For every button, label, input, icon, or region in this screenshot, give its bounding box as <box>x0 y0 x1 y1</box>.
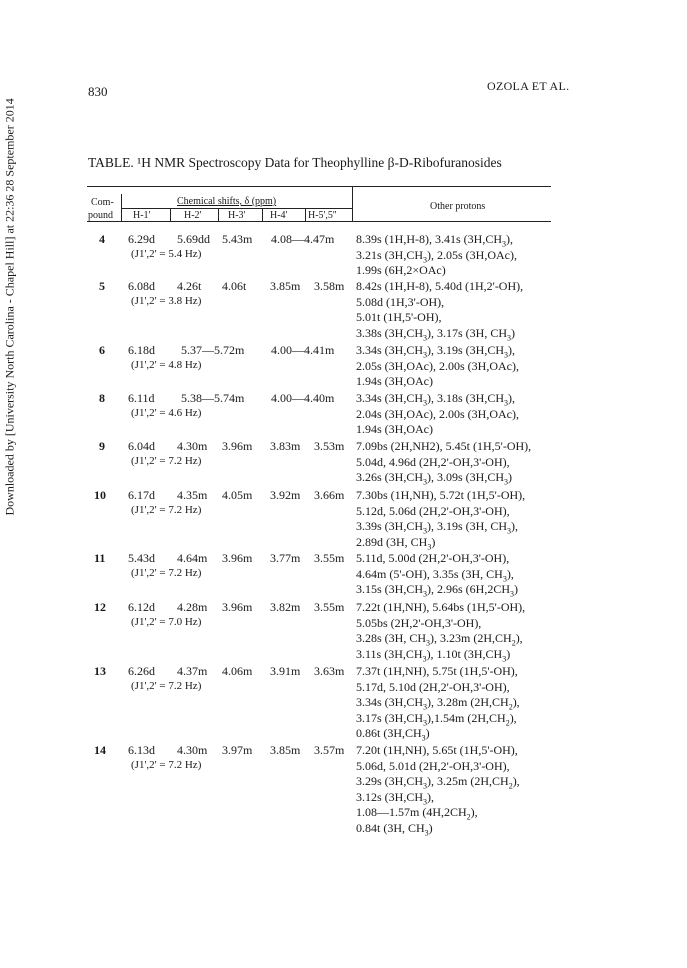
shifts-underline <box>121 208 352 209</box>
other-protons-line: 3.38s $(3H,CH_3)$, 3.17s (3H, $CH_3$) <box>356 325 516 342</box>
other-protons-line: 3.34s $(3H,CH_3)$, 3.18s $(3H,CH_3)$, <box>356 391 516 408</box>
h2-shift: 4.35m <box>177 488 208 502</box>
other-protons-line: 5.11d, 5.00d (2H,2'-OH,3'-OH), <box>356 551 510 565</box>
other-protons-line: 1.94s (3H,OAc) <box>356 374 433 388</box>
h3-shift: 4.05m <box>222 488 253 502</box>
h3-shift: 4.06t <box>222 279 247 293</box>
h1-shift: 6.17d <box>128 488 155 502</box>
h4-h5-shift-range: 4.00—4.40m <box>271 391 335 405</box>
coupling-constant: (J1',2' = 7.2 Hz) <box>131 680 202 692</box>
h5-shift: 3.57m <box>314 743 345 757</box>
h2-shift: 4.26t <box>177 279 202 293</box>
other-protons-line: 3.34s $(3H,CH_3)$, 3.28m $(2H,CH_2)$, <box>356 695 520 712</box>
coupling-constant: (J1',2' = 5.4 Hz) <box>131 248 202 260</box>
other-protons-line: 8.39s (1H,H-8), 3.41s $(3H,CH_3)$, <box>356 232 513 249</box>
h2-shift: 4.30m <box>177 743 208 757</box>
h3-shift: 4.06m <box>222 664 253 678</box>
compound-number: 4 <box>99 232 105 246</box>
compound-number: 6 <box>99 343 105 357</box>
header-chemical-shifts: Chemical shifts, δ (ppm) <box>177 196 277 207</box>
other-protons-line: 5.08d (1H,3'-OH), <box>356 294 445 309</box>
table-title: TABLE. ¹H NMR Spectroscopy Data for Theophylline β-D-Ribofuranosides <box>88 155 502 170</box>
other-protons-line: 5.05bs (2H,2'-OH,3'-OH), <box>356 615 482 630</box>
h2-shift: 4.28m <box>177 600 208 614</box>
other-protons-line: 3.26s $(3H,CH_3)$, 3.09s $(3H,CH_3)$ <box>356 470 513 487</box>
col-divider-h3 <box>218 208 219 222</box>
header-compound-top: Com- <box>91 197 114 208</box>
col-divider-other <box>352 186 353 222</box>
other-protons-line: 0.84t (3H, $CH_3$) <box>356 820 433 837</box>
coupling-constant: (J1',2' = 7.2 Hz) <box>131 504 202 516</box>
header-h2: H-2' <box>184 210 202 221</box>
header-bottom-rule <box>87 221 551 222</box>
other-protons-line: 1.08—1.57m $(4H,2CH_2)$, <box>356 805 478 822</box>
other-protons-line: 3.28s (3H, $CH_3$), 3.23m $(2H,CH_2)$, <box>356 631 523 648</box>
coupling-constant: (J1',2' = 7.2 Hz) <box>131 567 202 579</box>
h1-shift: 6.11d <box>128 391 155 405</box>
h3-shift: 3.96m <box>222 439 253 453</box>
compound-number: 8 <box>99 391 105 405</box>
header-h3: H-3' <box>228 210 246 221</box>
other-protons-line: 5.01t (1H,5'-OH), <box>356 310 442 324</box>
compound-number: 14 <box>94 743 106 757</box>
download-side-note: Downloaded by [University North Carolina - Chapel Hill] at 22:36 28 September 2014 <box>2 98 17 516</box>
h1-shift: 6.12d <box>128 600 155 614</box>
col-divider-h4 <box>262 208 263 222</box>
other-protons-line: 2.89d (3H, $CH_3$) <box>356 534 436 551</box>
h4-shift: 3.91m <box>270 664 301 678</box>
coupling-constant: (J1',2' = 3.8 Hz) <box>131 295 202 307</box>
h4-shift: 3.85m <box>270 279 301 293</box>
other-protons-line: 7.09bs (2H,NH2), 5.45t (1H,5'-OH), <box>356 439 532 453</box>
h2-h3-shift-range: 5.37—5.72m <box>181 343 245 357</box>
other-protons-line: 1.99s (6H,2×OAc) <box>356 263 446 277</box>
h4-shift: 3.83m <box>270 439 301 453</box>
other-protons-line: 3.12s $(3H,CH_3)$, <box>356 789 435 806</box>
h1-shift: 6.18d <box>128 343 155 357</box>
h3-shift: 3.97m <box>222 743 253 757</box>
h4-shift: 3.85m <box>270 743 301 757</box>
other-protons-line: 7.22t (1H,NH), 5.64bs (1H,5'-OH), <box>356 600 526 614</box>
other-protons-line: 2.04s (3H,OAc), 2.00s (3H,OAc), <box>356 406 519 421</box>
other-protons-line: 3.34s $(3H,CH_3)$, 3.19s $(3H,CH_3)$, <box>356 343 516 360</box>
h1-shift: 6.08d <box>128 279 155 293</box>
h1-shift: 6.29d <box>128 232 155 246</box>
other-protons-line: 3.15s $(3H,CH_3)$, 2.96s $(6H,2CH_3)$ <box>356 582 519 599</box>
h4-shift: 3.92m <box>270 488 301 502</box>
other-protons-line: 5.12d, 5.06d (2H,2'-OH,3'-OH), <box>356 503 510 518</box>
other-protons-line: 7.37t (1H,NH), 5.75t (1H,5'-OH), <box>356 664 518 678</box>
h1-shift: 6.13d <box>128 743 155 757</box>
col-divider-h2 <box>170 208 171 222</box>
h1-shift: 5.43d <box>128 551 155 565</box>
header-h1: H-1' <box>133 210 151 221</box>
h1-shift: 6.04d <box>128 439 155 453</box>
h5-shift: 3.55m <box>314 551 345 565</box>
page-number: 830 <box>88 84 108 99</box>
h4-h5-shift-range: 4.08—4.47m <box>271 232 335 246</box>
other-protons-line: 3.11s $(3H,CH_3)$, 1.10t $(3H,CH_3)$ <box>356 646 511 663</box>
h5-shift: 3.66m <box>314 488 345 502</box>
compound-number: 11 <box>94 551 106 565</box>
coupling-constant: (J1',2' = 7.2 Hz) <box>131 455 202 467</box>
h2-shift: 5.69dd <box>177 232 210 246</box>
h5-shift: 3.55m <box>314 600 345 614</box>
other-protons-line: 3.39s $(3H,CH_3)$, 3.19s (3H, $CH_3$), <box>356 519 519 536</box>
compound-number: 12 <box>94 600 106 614</box>
other-protons-line: 5.06d, 5.01d (2H,2'-OH,3'-OH), <box>356 758 510 773</box>
h4-h5-shift-range: 4.00—4.41m <box>271 343 335 357</box>
h3-shift: 5.43m <box>222 232 253 246</box>
compound-number: 10 <box>94 488 106 502</box>
header-h5: H-5',5'' <box>308 210 337 221</box>
h2-h3-shift-range: 5.38—5.74m <box>181 391 245 405</box>
other-protons-line: 1.94s (3H,OAc) <box>356 422 433 436</box>
h5-shift: 3.63m <box>314 664 345 678</box>
col-divider-h5 <box>305 208 306 222</box>
other-protons-line: 7.20t (1H,NH), 5.65t (1H,5'-OH), <box>356 743 518 757</box>
header-h4: H-4' <box>270 210 288 221</box>
h4-shift: 3.82m <box>270 600 301 614</box>
h2-shift: 4.64m <box>177 551 208 565</box>
compound-number: 13 <box>94 664 106 678</box>
other-protons-line: 7.30bs (1H,NH), 5.72t (1H,5'-OH), <box>356 488 526 502</box>
header-compound-bottom: pound <box>88 210 113 221</box>
table-top-rule <box>87 186 551 187</box>
other-protons-line: 4.64m (5'-OH), 3.35s (3H, $CH_3$), <box>356 566 514 583</box>
coupling-constant: (J1',2' = 4.8 Hz) <box>131 359 202 371</box>
h2-shift: 4.30m <box>177 439 208 453</box>
compound-number: 9 <box>99 439 105 453</box>
compound-number: 5 <box>99 279 105 293</box>
other-protons-line: 5.17d, 5.10d (2H,2'-OH,3'-OH), <box>356 679 510 694</box>
h5-shift: 3.58m <box>314 279 345 293</box>
col-divider-compound <box>121 194 122 222</box>
h5-shift: 3.53m <box>314 439 345 453</box>
other-protons-line: 3.29s $(3H,CH_3)$, 3.25m $(2H,CH_2)$, <box>356 774 520 791</box>
other-protons-line: 0.86t $(3H,CH_3)$ <box>356 726 430 743</box>
coupling-constant: (J1',2' = 7.0 Hz) <box>131 616 202 628</box>
other-protons-line: 5.04d, 4.96d (2H,2'-OH,3'-OH), <box>356 454 510 469</box>
other-protons-line: 8.42s (1H,H-8), 5.40d (1H,2'-OH), <box>356 279 524 293</box>
coupling-constant: (J1',2' = 4.6 Hz) <box>131 407 202 419</box>
running-head: OZOLA ET AL. <box>487 79 570 93</box>
other-protons-line: 3.17s $(3H,CH_3),1.54m$ $(2H,CH_2)$, <box>356 710 517 727</box>
other-protons-line: 2.05s (3H,OAc), 2.00s (3H,OAc), <box>356 358 519 373</box>
other-protons-line: 3.21s $(3H,CH_3)$, 2.05s (3H,OAc), <box>356 247 517 264</box>
h4-shift: 3.77m <box>270 551 301 565</box>
header-other-protons: Other protons <box>430 201 486 212</box>
h3-shift: 3.96m <box>222 600 253 614</box>
h1-shift: 6.26d <box>128 664 155 678</box>
h3-shift: 3.96m <box>222 551 253 565</box>
coupling-constant: (J1',2' = 7.2 Hz) <box>131 759 202 771</box>
h2-shift: 4.37m <box>177 664 208 678</box>
